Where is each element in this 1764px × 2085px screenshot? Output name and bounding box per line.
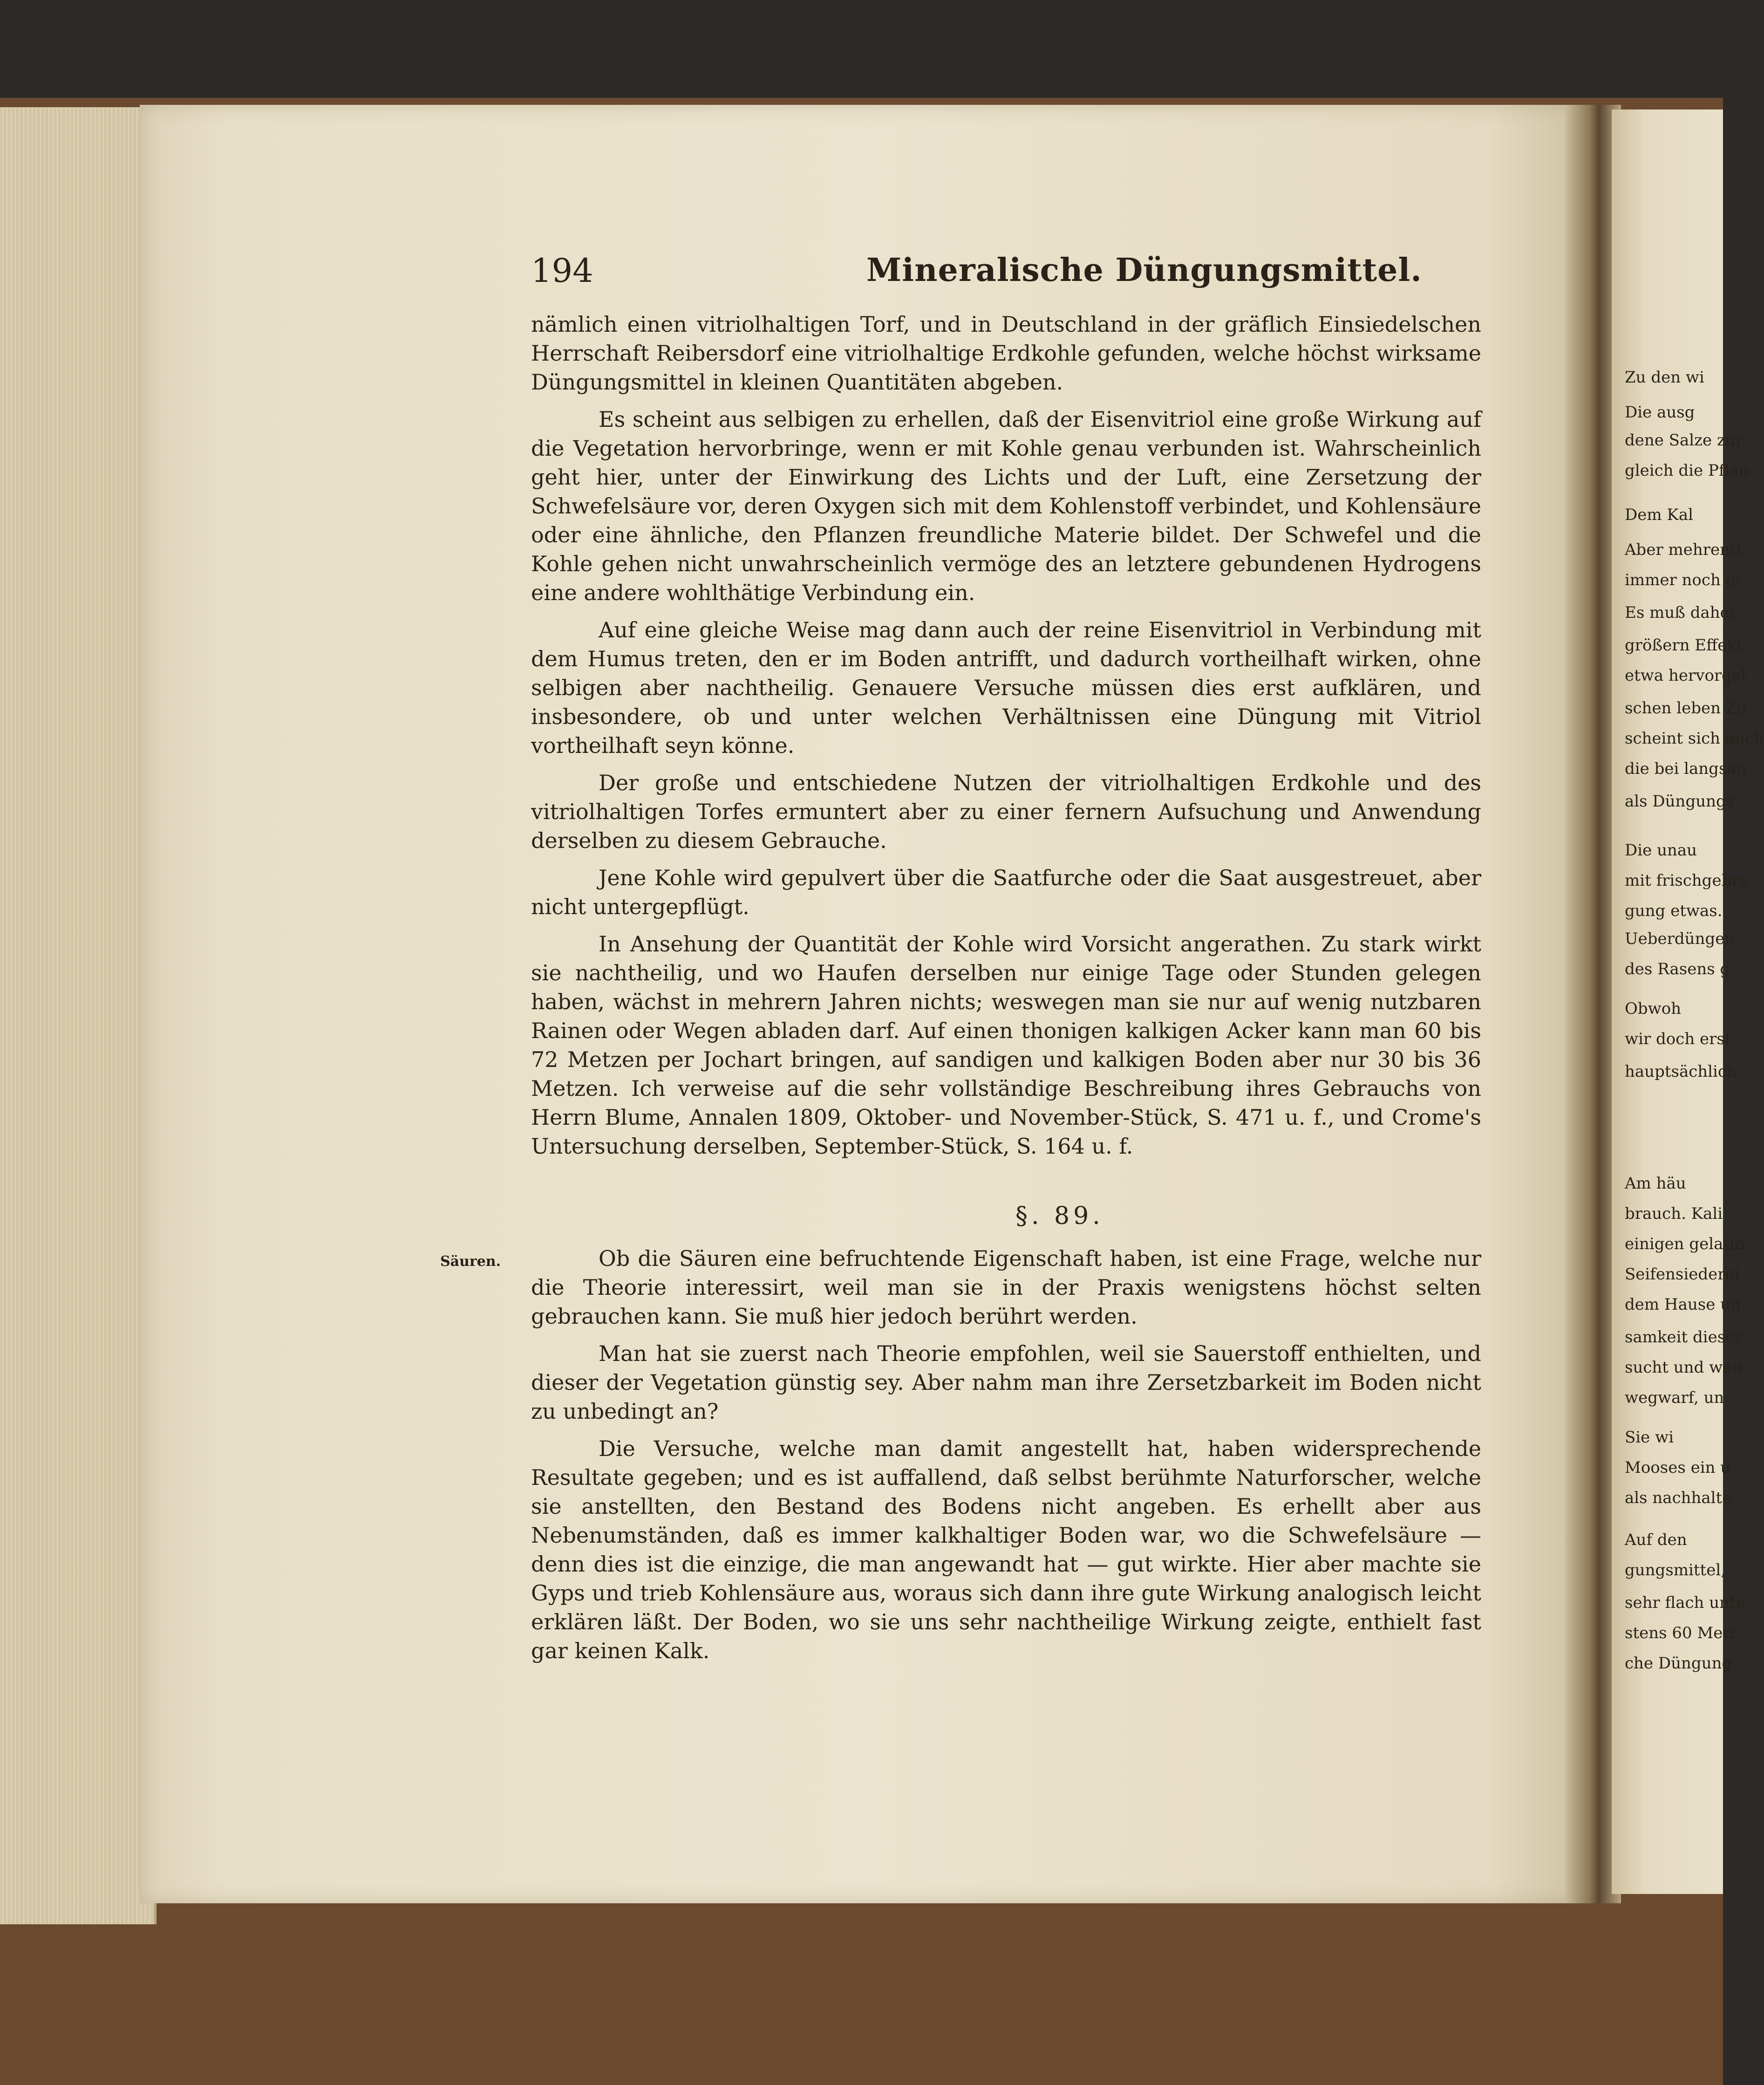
right-page-line: immer noch ei	[1625, 571, 1740, 589]
right-page-line: die bei langsan	[1625, 759, 1747, 778]
right-page-line: einigen gelatin	[1625, 1235, 1745, 1253]
right-page-line: che Düngung	[1625, 1654, 1732, 1673]
right-page-line: Dem Kal	[1625, 506, 1693, 524]
section-heading: §. 89.	[1015, 1202, 1104, 1230]
paragraph: Der große und entschiedene Nutzen der vitriolhaltigen Erdkohle und des vitriolhaltigen Torfes ermuntert aber zu einer fernern Aufsuchung und Anwendung derselben zu diesem Gebrauche.	[531, 770, 1481, 853]
paragraph: Es scheint aus selbigen zu erhellen, daß der Eisenvitriol eine große Wirkung auf die Vegetation hervorbringe, wenn er mit Kohle genau verbunden ist. Wahrscheinlich geht hier, unter der Einwirkung des Lichts und der Luft, eine Zersetzung der Schwefelsäure vor, deren Oxygen sich mit dem Kohlenstoff verbindet, und Kohlensäure oder eine ähnliche, den Pflanzen freundliche Materie bildet. Der Schwefel und die Kohle gehen nicht unwahrscheinlich vermöge des an letztere gebundenen Hydrogens eine andere wohlthätige Verbindung ein.	[531, 407, 1481, 605]
right-page-line: gungsmittel,	[1625, 1561, 1726, 1579]
paragraph: Die Versuche, welche man damit angestellt hat, haben widersprechende Resultate gegeben; und es ist auffallend, daß selbst berühmte Naturforscher, welche sie anstellten, den Bestand des Bodens nicht angeben. Es erhellt aber aus Nebenumständen, daß es immer kalkhaltiger Boden war, wo die Schwefelsäure — denn dies ist die einzige, die man angewandt hat — gut wirkte. Hier aber machte sie Gyps und trieb Kohlensäure aus, woraus sich dann ihre gute Wirkung analogisch leicht erklären läßt. Der Boden, wo sie uns sehr nachtheilige Wirkung zeigte, enthielt fast gar keinen Kalk.	[531, 1436, 1481, 1663]
right-page-line: brauch. Kali	[1625, 1204, 1723, 1223]
right-page-line: sehr flach unte	[1625, 1593, 1745, 1612]
page-number: 194	[531, 252, 593, 290]
right-page-line: etwa hervorgel	[1625, 666, 1746, 685]
text-block-1	[531, 310, 1481, 1169]
paragraph: nämlich einen vitriolhaltigen Torf, und in Deutschland in der gräflich Einsiedelschen Herrschaft Reibersdorf eine vitriolhaltige Erdkohle gefunden, welche höchst wirksame Düngungsmittel in kleinen Quantitäten abgeben.	[531, 312, 1481, 395]
page-edges	[0, 107, 157, 1924]
right-page-line: Aber mehrentl	[1625, 540, 1742, 559]
right-page-line: mit frischgebra	[1625, 871, 1749, 890]
paragraph: In Ansehung der Quantität der Kohle wird Vorsicht angerathen. Zu stark wirkt sie nachtheilig, und wo Haufen derselben nur einige Tage oder Stunden gelegen haben, wächst in mehrern Jahren nichts; weswegen man sie nur auf wenig nutzbaren Rainen oder Wegen abladen darf. Auf einen thonigen kalkigen Acker kann man 60 bis 72 Metzen per Jochart bringen, auf sandigen und kalkigen Boden aber nur 30 bis 36 Metzen. Ich verweise auf die sehr vollständige Beschreibung ihres Gebrauchs von Herrn Blume, Annalen 1809, Oktober- und November-Stück, S. 471 u. f., und Crome's Untersuchung derselben, September-Stück, S. 164 u. f.	[531, 931, 1481, 1159]
right-page-line: Am häu	[1625, 1174, 1686, 1193]
right-page-line: Obwoh	[1625, 999, 1682, 1018]
right-page-line: als nachhalte	[1625, 1489, 1732, 1507]
paragraph: Jene Kohle wird gepulvert über die Saatfurche oder die Saat ausgestreuet, aber nicht untergepflügt.	[531, 865, 1481, 919]
running-title: Mineralische Düngungsmittel.	[866, 252, 1422, 289]
right-page-line: sucht und weit	[1625, 1358, 1744, 1377]
right-page-line: gung etwas.	[1625, 902, 1723, 920]
margin-note: Säuren.	[440, 1253, 501, 1270]
right-page-line: Die unau	[1625, 841, 1697, 860]
right-page-line: Die ausg	[1625, 403, 1695, 422]
right-page-line: hauptsächlich	[1625, 1062, 1737, 1081]
right-page-line: Seifensiederei	[1625, 1265, 1740, 1284]
text-block-2	[531, 1244, 1481, 1674]
right-page-line: Sie wi	[1625, 1428, 1674, 1447]
right-page-line: wegwarf, un	[1625, 1388, 1724, 1407]
paragraph: Ob die Säuren eine befruchtende Eigenschaft haben, ist eine Frage, welche nur die Theorie interessirt, weil man sie in der Praxis wenigstens höchst selten gebrauchen kann. Sie muß hier jedoch berührt werden.	[531, 1246, 1481, 1329]
right-page-line: stens 60 Metz	[1625, 1624, 1737, 1642]
right-page-line: als Düngungs	[1625, 792, 1735, 811]
right-page-line: scheint sich auch	[1625, 729, 1764, 748]
right-page-line: Auf den	[1625, 1531, 1687, 1549]
right-page-line: dene Salze zur	[1625, 431, 1744, 450]
right-page-line: gleich die Pflan	[1625, 461, 1749, 480]
paragraph: Auf eine gleiche Weise mag dann auch der reine Eisenvitriol in Verbindung mit dem Humus treten, den er im Boden antrifft, und dadurch vortheilhaft wirken, ohne selbigen aber nachtheilig. Genauere Versuche müssen dies erst aufklären, und insbesondere, ob und unter welchen Verhältnissen eine Düngung mit Vitriol vortheilhaft seyn könne.	[531, 617, 1481, 758]
right-page-line: dem Hause un	[1625, 1295, 1741, 1314]
right-page-line: samkeit dieses	[1625, 1328, 1743, 1347]
right-page-line: größern Effekt	[1625, 636, 1743, 655]
right-page-line: Mooses ein u	[1625, 1458, 1731, 1477]
right-page-line: Ueberdüngen,	[1625, 930, 1740, 948]
right-page-line: des Rasens g	[1625, 960, 1730, 978]
paragraph: Man hat sie zuerst nach Theorie empfohlen, weil sie Sauerstoff enthielten, und dieser der Vegetation günstig sey. Aber nahm man ihre Zersetzbarkeit im Boden nicht zu unbedingt an?	[531, 1341, 1481, 1424]
right-page-line: Es muß daher	[1625, 603, 1737, 622]
right-page-line: wir doch erst	[1625, 1030, 1731, 1048]
right-page-line: Zu den wi	[1625, 368, 1704, 387]
right-page-line: schen leben Zu	[1625, 699, 1747, 718]
